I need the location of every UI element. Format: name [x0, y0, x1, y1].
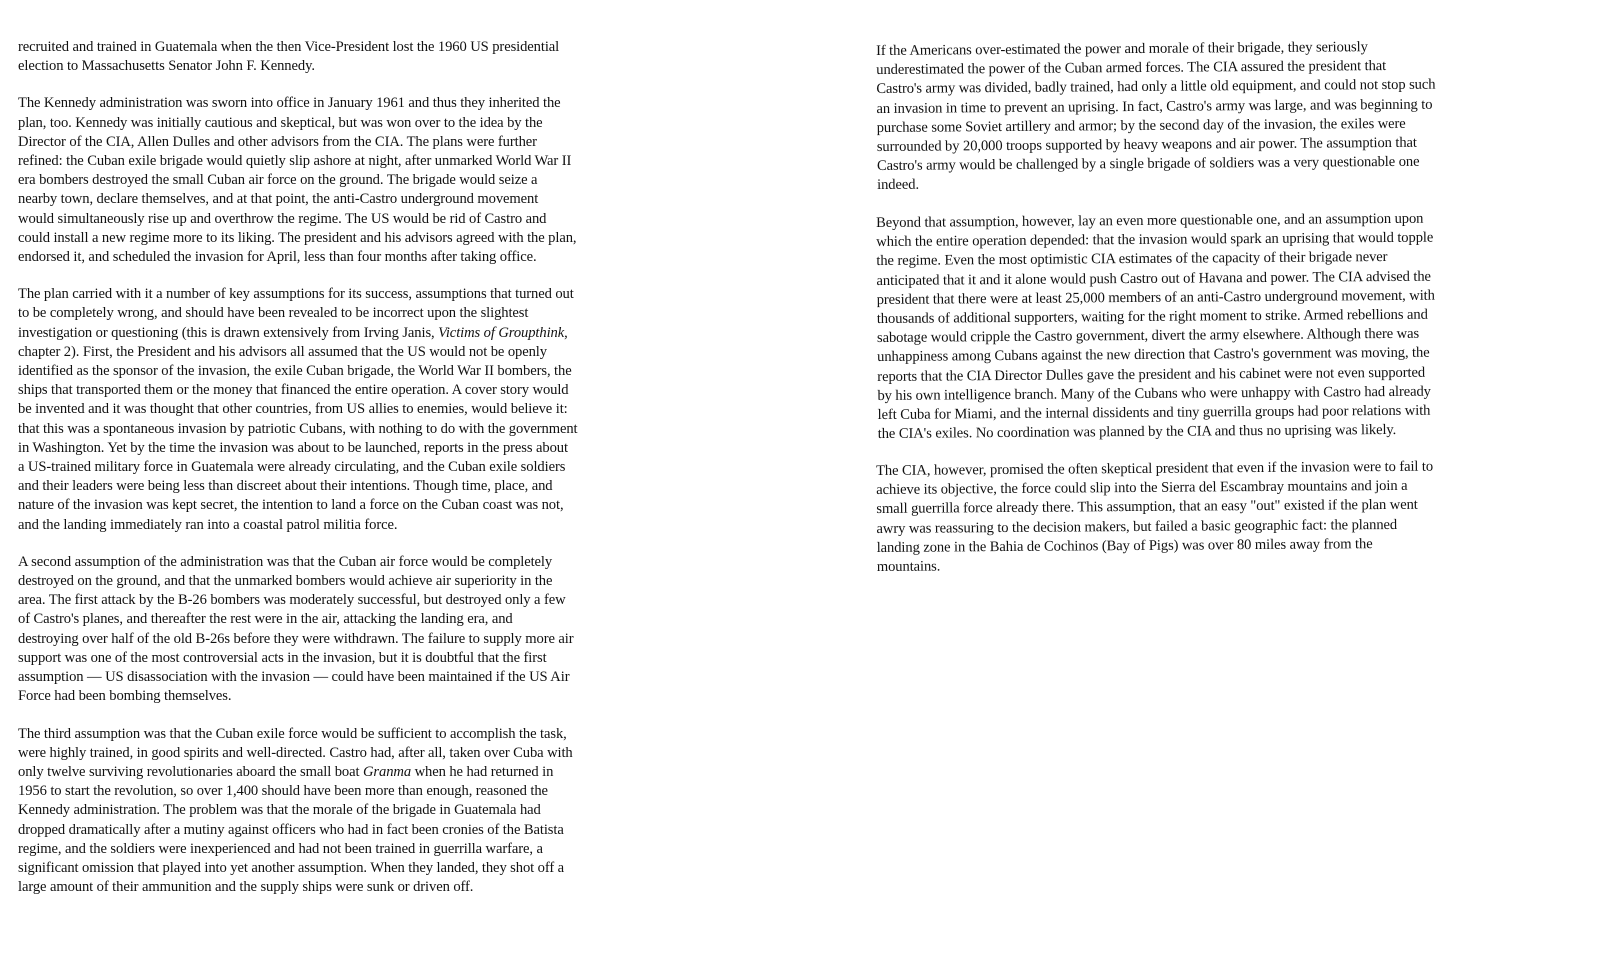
paragraph-7 — [876, 208, 1543, 444]
text-line: Kennedy administration. The problem was that the morale of the brigade in Guatemala had — [18, 802, 541, 819]
text-line: assumption — US disassociation with the invasion — could have been maintained if the US Air — [18, 669, 570, 686]
left-column — [18, 38, 683, 897]
text-line: mountains. — [876, 558, 941, 576]
text-line: endorsed it, and scheduled the invasion for April, less than four months after taking office. — [18, 249, 537, 266]
paragraph-4 — [18, 553, 683, 707]
text-line: recruited and trained in Guatemala when the then Vice-President lost the 1960 US presidential — [18, 39, 560, 55]
text-line: Castro's army would be challenged by a single brigade of soldiers was a very questionable one — [876, 153, 1420, 175]
text-line: regime, and the soldiers were inexperienced and had not been trained in guerrilla warfare, a — [18, 840, 543, 857]
text-line: president that there were at least 25,000 members of an anti-Castro underground movement, with — [876, 287, 1435, 308]
text-line: achieve its objective, the force could slip into the Sierra del Escambray mountains and join a — [876, 478, 1408, 499]
text-line: The plan carried with it a number of key assumptions for its success, assumptions that turned out — [18, 286, 574, 303]
text-line: which the entire operation depended: that the invasion would spark an uprising that would topple — [876, 229, 1434, 250]
text-line: The Kennedy administration was sworn into office in January 1961 and thus they inherited the — [18, 95, 561, 112]
text-line: landing zone in the Bahia de Cochinos (Bay of Pigs) was over 80 miles away from the — [876, 535, 1373, 556]
text-line: that this was a spontaneous invasion by patriotic Cubans, with nothing to do with the government — [18, 420, 578, 437]
text-line: were highly trained, in good spirits and well-directed. Castro had, after all, taken over Cuba with — [18, 744, 573, 761]
text-line: thousands of additional supporters, waiting for the right moment to strike. Armed rebellions and — [876, 306, 1428, 327]
text-line: Beyond that assumption, however, lay an even more questionable one, and an assumption upon — [876, 210, 1424, 231]
text-line: a US-trained military force in Guatemala were already circulating, and the Cuban exile soldiers — [18, 459, 566, 476]
text-line: A second assumption of the administration was that the Cuban air force would be completely — [18, 553, 553, 570]
text-line: awry was reassuring to the decision makers, but failed a basic geographic fact: the planned — [876, 516, 1398, 537]
text-line: dropped dramatically after a mutiny against officers who had in fact been cronies of the Batista — [18, 821, 564, 838]
text-line: surrounded by 20,000 troops supported by heavy weapons and air power. The assumption that — [876, 134, 1417, 156]
text-line: of Castro's planes, and thereafter the rest were in the air, attacking the landing era, and — [18, 611, 513, 628]
text-line: an invasion in time to prevent an uprising. In fact, Castro's army was large, and was beginning to — [876, 96, 1433, 117]
text-line: unhappiness among Cubans against the new direction that Castro's government was moving, the — [877, 344, 1430, 366]
text-line: large amount of their ammunition and the supply ships were sunk or driven off. — [18, 879, 474, 896]
paragraph-6 — [876, 37, 1542, 196]
text-line: era bombers destroyed the small Cuban air force on the ground. The brigade would seize a — [18, 172, 538, 189]
text-line: Director of the CIA, Allen Dulles and other advisors from the CIA. The plans were further — [18, 133, 537, 150]
text-line: sabotage would cripple the Castro government, divert the army elsewhere. Although there was — [876, 325, 1420, 346]
text-line: anticipated that it and it alone would push Castro out of Havana and power. The CIA advised the — [876, 267, 1431, 289]
boat-lead: only twelve surviving revolutionaries aboard the small boat — [18, 763, 363, 780]
text-line: would simultaneously rise up and overthrow the regime. The US would be rid of Castro and — [18, 210, 547, 227]
text-line: small guerrilla force already there. This assumption, that an easy "out" existed if the plan went — [876, 497, 1418, 518]
text-line: in Washington. Yet by the time the invasion was about to be launched, reports in the press about — [18, 439, 568, 456]
text-line: indeed. — [877, 177, 920, 194]
text-line: left Cuba for Miami, and the internal dissidents and tiny guerrilla groups had poor relations with — [877, 402, 1431, 423]
paragraph-2 — [18, 94, 683, 267]
paragraph-1 — [18, 38, 683, 76]
text-line: support was one of the most controversial acts in the invasion, but it is doubtful that the first — [18, 649, 547, 666]
text-line: and the landing immediately ran into a coastal patrol militia force. — [18, 516, 398, 533]
citation-comma: , — [564, 324, 568, 341]
text-line: destroying over half of the old B-26s before they were withdrawn. The failure to supply more air — [18, 630, 574, 647]
book-title: Victims of Groupthink — [438, 324, 565, 341]
text-line: If the Americans over-estimated the power and morale of their brigade, they seriously — [876, 39, 1368, 59]
text-line: Castro's army was divided, badly trained, had only a little old equipment, and could not stop such — [876, 77, 1436, 98]
text-line: nature of the invasion was kept secret, the intention to land a force on the Cuban coast was not, — [18, 497, 564, 514]
text-line: area. The first attack by the B-26 bombers was moderately successful, but destroyed only a few — [18, 592, 566, 609]
text-line: to be completely wrong, and should have been revealed to be incorrect upon the slightest — [18, 305, 529, 322]
text-line-with-boat — [18, 763, 683, 782]
boat-name: Granma — [362, 763, 412, 780]
text-line: be invented and it was thought that other countries, from US allies to enemies, would believe it: — [18, 401, 568, 418]
text-line: could install a new regime more to its liking. The president and his advisors agreed with the plan, — [18, 229, 577, 246]
text-line: significant omission that played into yet another assumption. When they landed, they shot off a — [18, 859, 565, 876]
text-line: ships that transported them or the money that financed the entire operation. A cover story would — [18, 382, 569, 399]
paragraph-5 — [18, 725, 683, 898]
paragraph-8 — [876, 457, 1542, 577]
text-line: and their leaders were being less than discreet about their intentions. Though time, place, and — [18, 478, 553, 495]
text-line: reports that the CIA Director Dulles gave the president and his cabinet were not even supported — [877, 363, 1426, 385]
boat-trail: when he had returned in — [411, 763, 554, 780]
text-line-with-citation — [18, 324, 683, 343]
text-line: 1956 to start the revolution, so over 1,400 should have been more than enough, reasoned the — [18, 783, 548, 800]
text-line: plan, too. Kennedy was initially cautious and skeptical, but was won over to the idea by the — [18, 114, 543, 131]
text-line: nearby town, declare themselves, and at that point, the anti-Castro underground movement — [18, 191, 539, 208]
text-line: the CIA's exiles. No coordination was planned by the CIA and thus no uprising was likely. — [877, 421, 1397, 442]
text-line: the regime. Even the most optimistic CIA estimates of the capacity of their brigade never — [876, 249, 1388, 270]
text-line: refined: the Cuban exile brigade would quietly slip ashore at night, after unmarked World War II — [18, 153, 572, 170]
text-line: Force had been bombing themselves. — [18, 688, 232, 705]
citation-lead: investigation or questioning (this is drawn extensively from Irving Janis, — [18, 324, 439, 341]
text-line: The CIA, however, promised the often skeptical president that even if the invasion were to fail to — [876, 458, 1434, 480]
text-line: identified as the sponsor of the invasion, the exile Cuban brigade, the World War II bombers, the — [18, 363, 572, 380]
text-line: by his own intelligence branch. Many of the Cubans who were unhappy with Castro had already — [877, 383, 1431, 404]
text-line: election to Massachusetts Senator John F. Kennedy. — [18, 58, 315, 75]
text-line: The third assumption was that the Cuban exile force would be sufficient to accomplish the task, — [18, 725, 567, 742]
text-line: underestimated the power of the Cuban armed forces. The CIA assured the president that — [876, 58, 1387, 79]
text-line: purchase some Soviet artillery and armor; by the second day of the invasion, the exiles were — [876, 115, 1406, 136]
text-line: destroyed on the ground, and that the unmarked bombers would achieve air superiority in the — [18, 573, 553, 590]
text-line: chapter 2). First, the President and his advisors all assumed that the US would not be openly — [18, 343, 547, 360]
paragraph-3 — [18, 285, 683, 535]
right-column — [876, 39, 1541, 577]
